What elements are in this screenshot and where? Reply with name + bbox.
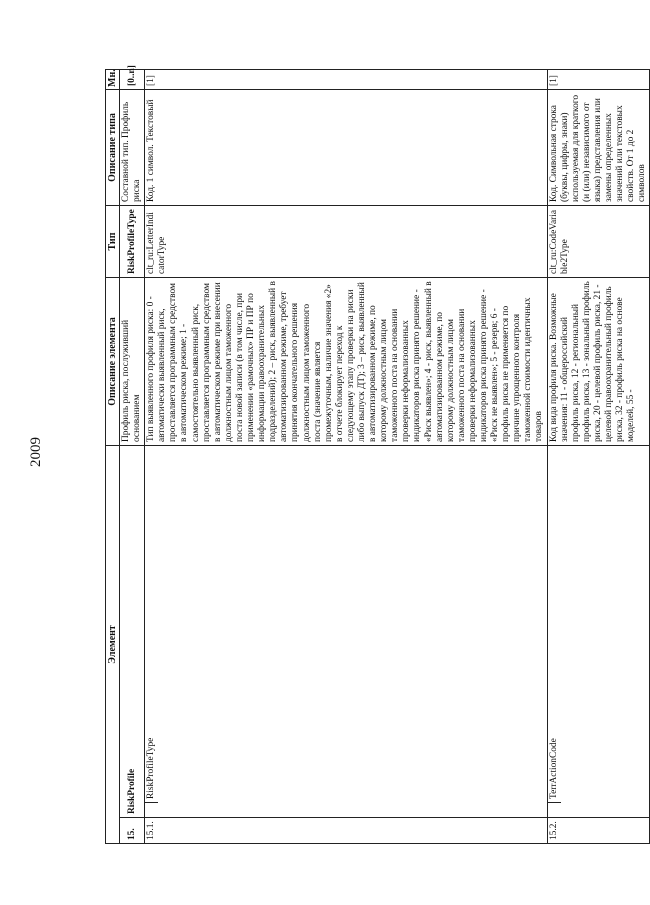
row-description: Код вида профиля риска. Возможные значения: 11 - общероссийский профиль риска, 12 - региональный профиль риска, 13 - зональный профиль риска, 20 - целевой профиль риска, 21 - целевой правоохранительный профиль риска, 32 - профиль риска на основе моделей, 55 - <box>547 278 650 446</box>
table-row <box>547 70 650 844</box>
group-multiplicity: [0..n] <box>120 70 145 90</box>
group-type: RiskProfileType <box>120 206 145 278</box>
row-type-description: Код. 1 символ. Текстовый <box>145 90 547 206</box>
group-num: 15. <box>120 818 145 844</box>
group-description: Профиль риска, послуживший основанием <box>120 278 145 446</box>
header-multiplicity: Мн. <box>106 70 120 90</box>
row-multiplicity: [1] <box>547 70 650 90</box>
rotated-table-frame <box>105 65 648 844</box>
row-type-description: Код. Символьная строка (буквы, цифры, знаки) используемая для краткого (и (или) независимого от языка) представления или замены определенных значений или текстовых свойств. От 1 до 2 символов <box>547 90 650 206</box>
header-element-description: Описание элемента <box>106 278 120 446</box>
header-type-description: Описание типа <box>106 90 120 206</box>
row-multiplicity: [1] <box>145 70 547 90</box>
schema-table <box>105 65 650 844</box>
row-type: clt_ru:CodeVariable2Type <box>547 206 650 278</box>
header-type: Тип <box>106 206 120 278</box>
group-name: RiskProfile <box>120 446 145 818</box>
table-row <box>145 70 547 844</box>
row-description: Тип выявленного профиля риска: 0 - автоматически выявленный риск, проставляется программным средством в автоматическом режиме; 1 - самостоятельно выявленный риск, проставляется программным средством в автоматическом режиме при внесении должностным лицом таможенного поста новой записи (в том числе, при применении «рамочных» ПР и ПР по информации правоохранительных подразделений); 2 – риск, выявленный в автоматизированном режиме, требует принятия окончательного решения должностным лицом таможенного поста (значение является промежуточным, наличие значения «2» в отчете блокирует переход к следующему этапу проверки на риски либо выпуск ДТ); 3 – риск, выявленный в автоматизированном режиме, по которому должностным лицом таможенного поста на основании проверки неформализованных индикаторов риска принято решение - «Риск выявлен»; 4 - риск, выявленный в автоматизированном режиме, по которому должностным лицом таможенного поста на основании проверки неформализованных индикаторов риска принято решение - «Риск не выявлен»; 5 - резерв; 6 - профиль риска не применяется по причине упрощенного контроля таможенной стоимости идентичных товаров <box>145 278 547 446</box>
table-row-group <box>120 70 145 844</box>
table-header-row <box>106 70 120 844</box>
row-type: clt_ru:LetterIndicatorType <box>145 206 547 278</box>
row-num: 15.1. <box>145 818 547 844</box>
row-name-cell <box>145 446 547 818</box>
row-name: TerrActionCode <box>548 738 559 799</box>
row-num: 15.2. <box>547 818 650 844</box>
group-type-description: Составной тип. Профиль риска <box>120 90 145 206</box>
row-name-cell <box>547 446 650 818</box>
page-number: 2009 <box>28 437 44 467</box>
header-element: Элемент <box>106 446 120 844</box>
row-name: RiskProfileType <box>146 737 157 799</box>
